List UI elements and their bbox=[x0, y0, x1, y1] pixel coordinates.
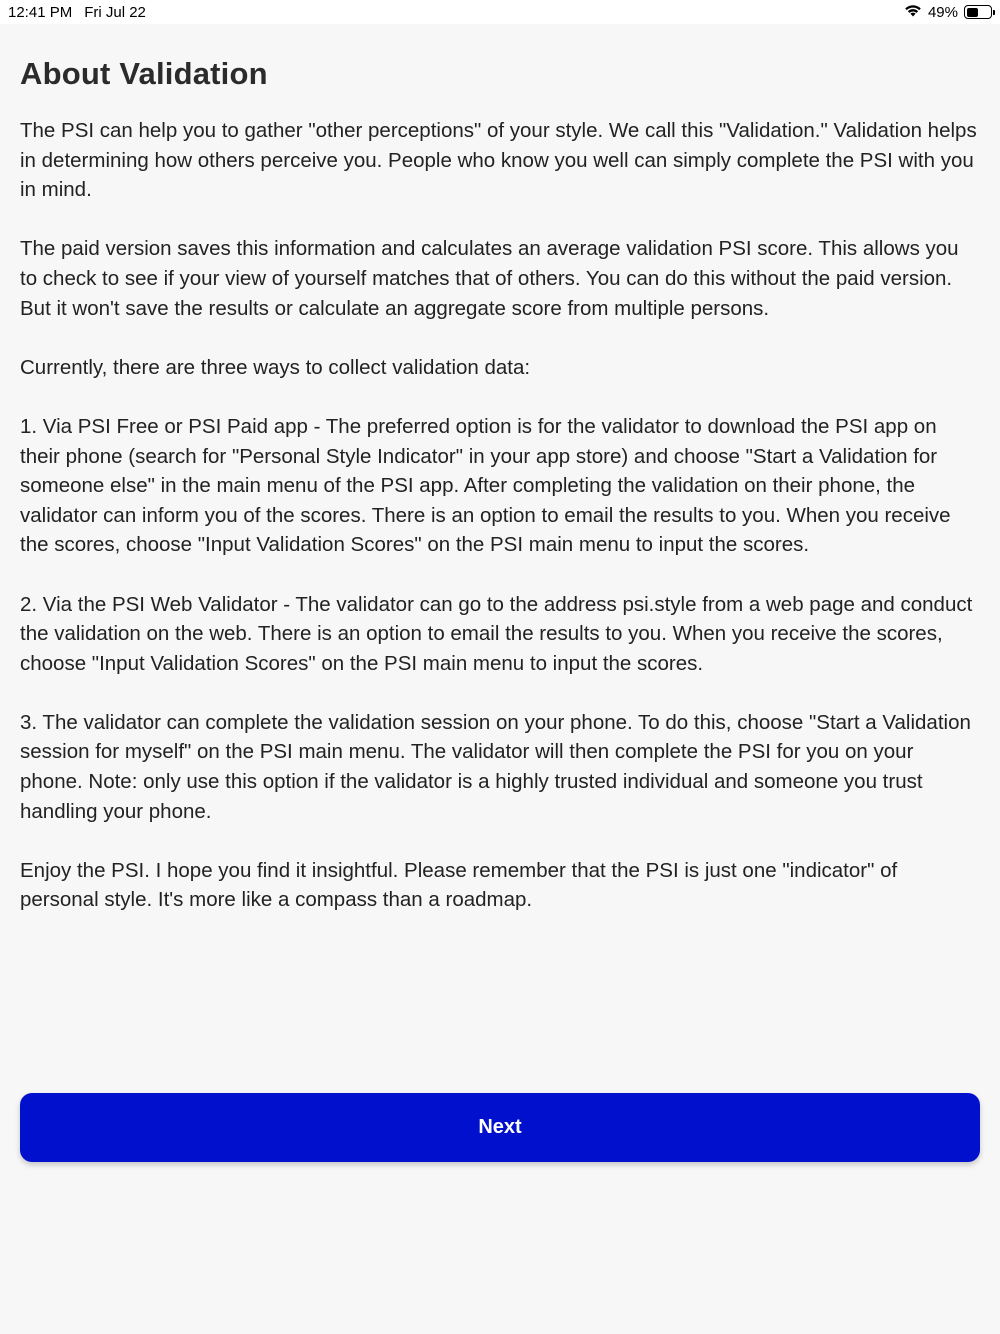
status-left bbox=[8, 4, 146, 21]
paragraph-option-2: 2. Via the PSI Web Validator - The validator can go to the address psi.style from a web page and conduct the validation on the web. There is an option to email the results to you. When you receive the scores, choose "Input Validation Scores" on the PSI main menu to input the scores. bbox=[20, 592, 973, 675]
wifi-icon bbox=[904, 3, 922, 21]
status-date: Fri Jul 22 bbox=[84, 4, 146, 21]
status-right bbox=[904, 3, 992, 21]
battery-fill bbox=[967, 8, 978, 17]
paragraph-closing: Enjoy the PSI. I hope you find it insightful. Please remember that the PSI is just one "indicator" of personal style. It's more like a compass than a roadmap. bbox=[20, 858, 898, 912]
status-time: 12:41 PM bbox=[8, 4, 73, 21]
battery-icon bbox=[964, 5, 992, 19]
main-content bbox=[20, 56, 980, 945]
next-button[interactable] bbox=[20, 1093, 980, 1162]
paragraph-option-3: 3. The validator can complete the validation session on your phone. To do this, choose "Start a Validation session for myself" on the PSI main menu. The validator will then complete the PSI for you on your phone. Note: only use this option if the validator is a highly trusted individual and someone you trust handling your phone. bbox=[20, 710, 971, 823]
next-button-label: Next bbox=[478, 1116, 522, 1138]
paragraph-paid-version: The paid version saves this information and calculates an average validation PSI score. This allows you to check to see if your view of yourself matches that of others. You can do this without the paid version. But it won't save the results or calculate an aggregate score from multiple persons. bbox=[20, 237, 959, 320]
paragraph-ways-intro: Currently, there are three ways to collect validation data: bbox=[20, 355, 531, 379]
paragraph-intro: The PSI can help you to gather "other perceptions" of your style. We call this "Validation." Validation helps in determining how others perceive you. People who know you well can simply complete the PSI with you in mind. bbox=[20, 119, 977, 202]
paragraph-option-1: 1. Via PSI Free or PSI Paid app - The preferred option is for the validator to download the PSI app on their phone (search for "Personal Style Indicator" in your app store) and choose "Start a Validation for someone else" in the main menu of the PSI app. After completing the validation on their phone, the validator can inform you of the scores. There is an option to email the results to you. When you receive the scores, choose "Input Validation Scores" on the PSI main menu to input the scores. bbox=[20, 414, 951, 557]
page-title: About Validation bbox=[20, 56, 268, 91]
status-bar bbox=[0, 0, 1000, 24]
battery-percent: 49% bbox=[927, 3, 958, 21]
